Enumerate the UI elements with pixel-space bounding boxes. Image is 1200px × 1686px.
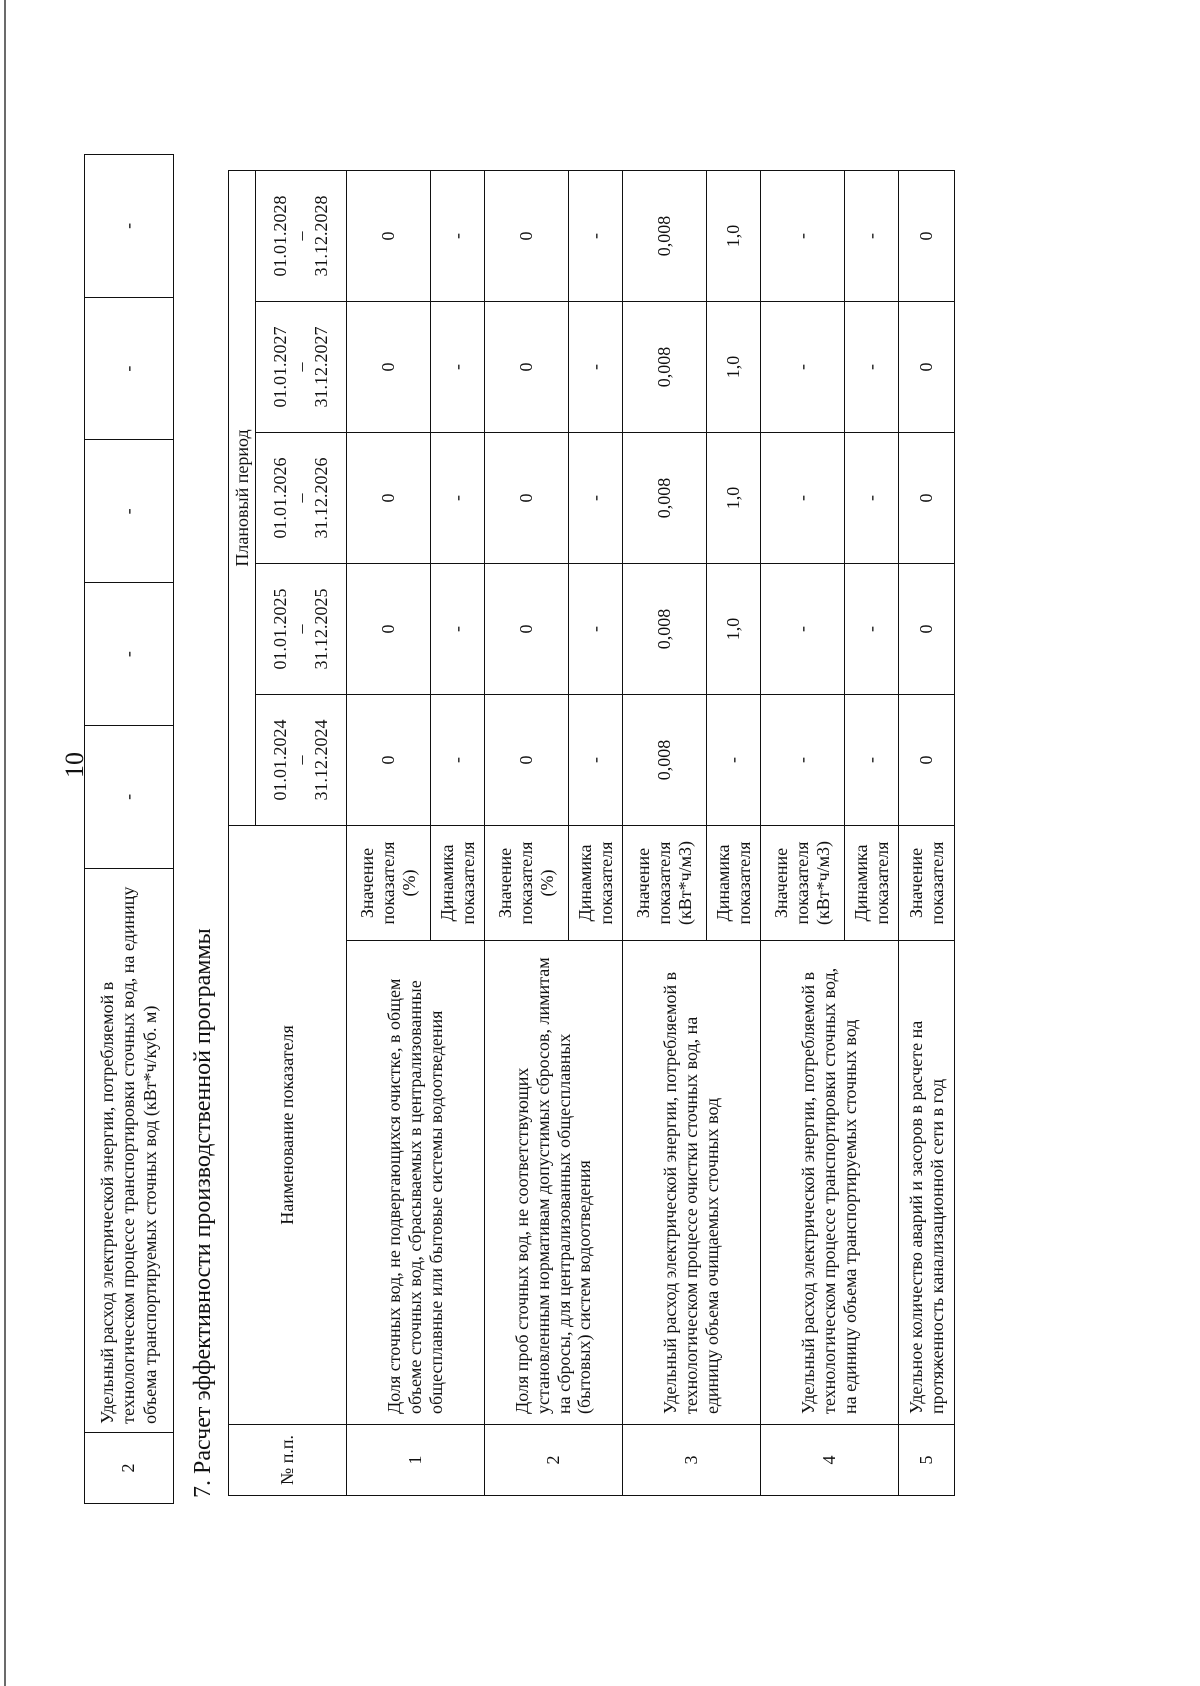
header-period: 01.01.2024 – 31.12.2024 (256, 695, 347, 826)
value-label: Значение показателя (кВт*ч/м3) (623, 826, 707, 941)
table-row (347, 171, 431, 1496)
dynamics-cell: - (431, 564, 485, 695)
value-cell: 0,008 (623, 433, 707, 564)
value-cell: 0 (485, 433, 569, 564)
dynamics-cell: 1,0 (707, 302, 761, 433)
dynamics-cell: 1,0 (707, 433, 761, 564)
value-cell: 0 (347, 302, 431, 433)
value-cell: 0,008 (623, 564, 707, 695)
value-cell: - (85, 297, 174, 440)
row-number: 2 (485, 1425, 623, 1496)
header-period: 01.01.2026 – 31.12.2026 (256, 433, 347, 564)
value-cell: - (761, 433, 845, 564)
value-cell: - (761, 171, 845, 302)
scan-edge-line (4, 0, 6, 1686)
value-label: Значение показателя (899, 826, 955, 941)
value-cell: 0 (485, 171, 569, 302)
indicator-name: Удельный расход электрической энергии, потребляемой в технологическом процессе очистки сточных вод, на единицу объема очищаемых сточных вод (623, 941, 761, 1425)
value-cell: - (85, 583, 174, 726)
value-cell: 0 (899, 564, 955, 695)
table-row (85, 155, 174, 1504)
header-period: 01.01.2025 – 31.12.2025 (256, 564, 347, 695)
value-cell: 0 (485, 302, 569, 433)
value-cell: 0,008 (623, 695, 707, 826)
value-cell: - (761, 564, 845, 695)
row-number: 4 (761, 1425, 899, 1496)
table-row (623, 171, 707, 1496)
row-number: 2 (85, 1432, 174, 1503)
dynamics-cell: - (845, 433, 899, 564)
indicator-name: Удельное количество аварий и засоров в расчете на протяженность канализационной сети в год (899, 941, 955, 1425)
dynamics-cell: - (431, 433, 485, 564)
value-cell: - (85, 725, 174, 868)
dynamics-label: Динамика показателя (431, 826, 485, 941)
top-table (84, 154, 174, 1504)
dynamics-cell: - (431, 171, 485, 302)
header-number: № п.п. (229, 1425, 347, 1496)
indicator-name: Удельный расход электрической энергии, потребляемой в технологическом процессе транспортировки сточных вод, на единицу объема транспортируемых сточных вод (кВт*ч/куб. м) (85, 868, 174, 1432)
dynamics-cell: - (569, 695, 623, 826)
dynamics-label: Динамика показателя (707, 826, 761, 941)
section-title: 7. Расчет эффективности производственной программы (190, 928, 216, 1498)
dynamics-cell: - (707, 695, 761, 826)
dynamics-cell: - (845, 171, 899, 302)
table-row (761, 171, 845, 1496)
header-period: 01.01.2027 – 31.12.2027 (256, 302, 347, 433)
efficiency-table (228, 170, 955, 1496)
row-number: 5 (899, 1425, 955, 1496)
value-cell: - (761, 695, 845, 826)
value-label: Значение показателя (%) (347, 826, 431, 941)
value-cell: 0,008 (623, 171, 707, 302)
indicator-name: Доля проб сточных вод, не соответствующих установленным нормативам допустимых сбросов, лимитам на сбросы, для централизованных общесплавных (бытовых) систем водоотведения (485, 941, 623, 1425)
header-row (229, 171, 256, 1496)
header-plan-period: Плановый период (229, 171, 256, 826)
indicator-name: Доля сточных вод, не подвергающихся очистке, в общем объеме сточных вод, сбрасываемых в централизованные общесплавные или бытовые системы водоотведения (347, 941, 485, 1425)
dynamics-cell: 1,0 (707, 171, 761, 302)
table-row (899, 171, 955, 1496)
dynamics-cell: - (431, 302, 485, 433)
value-cell: - (85, 440, 174, 583)
value-cell: 0 (485, 695, 569, 826)
value-cell: 0 (347, 433, 431, 564)
dynamics-cell: - (845, 695, 899, 826)
value-label: Значение показателя (кВт*ч/м3) (761, 826, 845, 941)
dynamics-cell: - (569, 171, 623, 302)
rotated-page (24, 170, 1184, 1650)
value-cell: 0 (347, 564, 431, 695)
value-cell: 0 (485, 564, 569, 695)
value-cell: 0 (899, 302, 955, 433)
value-cell: 0 (899, 695, 955, 826)
value-cell: - (85, 155, 174, 298)
value-cell: - (761, 302, 845, 433)
dynamics-cell: - (569, 564, 623, 695)
value-cell: 0 (347, 171, 431, 302)
header-name: Наименование показателя (229, 826, 347, 1425)
page-number: 10 (60, 752, 89, 778)
dynamics-cell: - (569, 302, 623, 433)
dynamics-cell: 1,0 (707, 564, 761, 695)
dynamics-cell: - (845, 564, 899, 695)
dynamics-cell: - (431, 695, 485, 826)
value-cell: 0 (347, 695, 431, 826)
value-cell: 0,008 (623, 302, 707, 433)
value-cell: 0 (899, 433, 955, 564)
row-number: 3 (623, 1425, 761, 1496)
value-cell: 0 (899, 171, 955, 302)
value-label: Значение показателя (%) (485, 826, 569, 941)
row-number: 1 (347, 1425, 485, 1496)
dynamics-cell: - (845, 302, 899, 433)
indicator-name: Удельный расход электрической энергии, потребляемой в технологическом процессе транспортировки сточных вод, на единицу объема транспортируемых сточных вод (761, 941, 899, 1425)
dynamics-cell: - (569, 433, 623, 564)
dynamics-label: Динамика показателя (845, 826, 899, 941)
header-period: 01.01.2028 – 31.12.2028 (256, 171, 347, 302)
dynamics-label: Динамика показателя (569, 826, 623, 941)
table-row (485, 171, 569, 1496)
